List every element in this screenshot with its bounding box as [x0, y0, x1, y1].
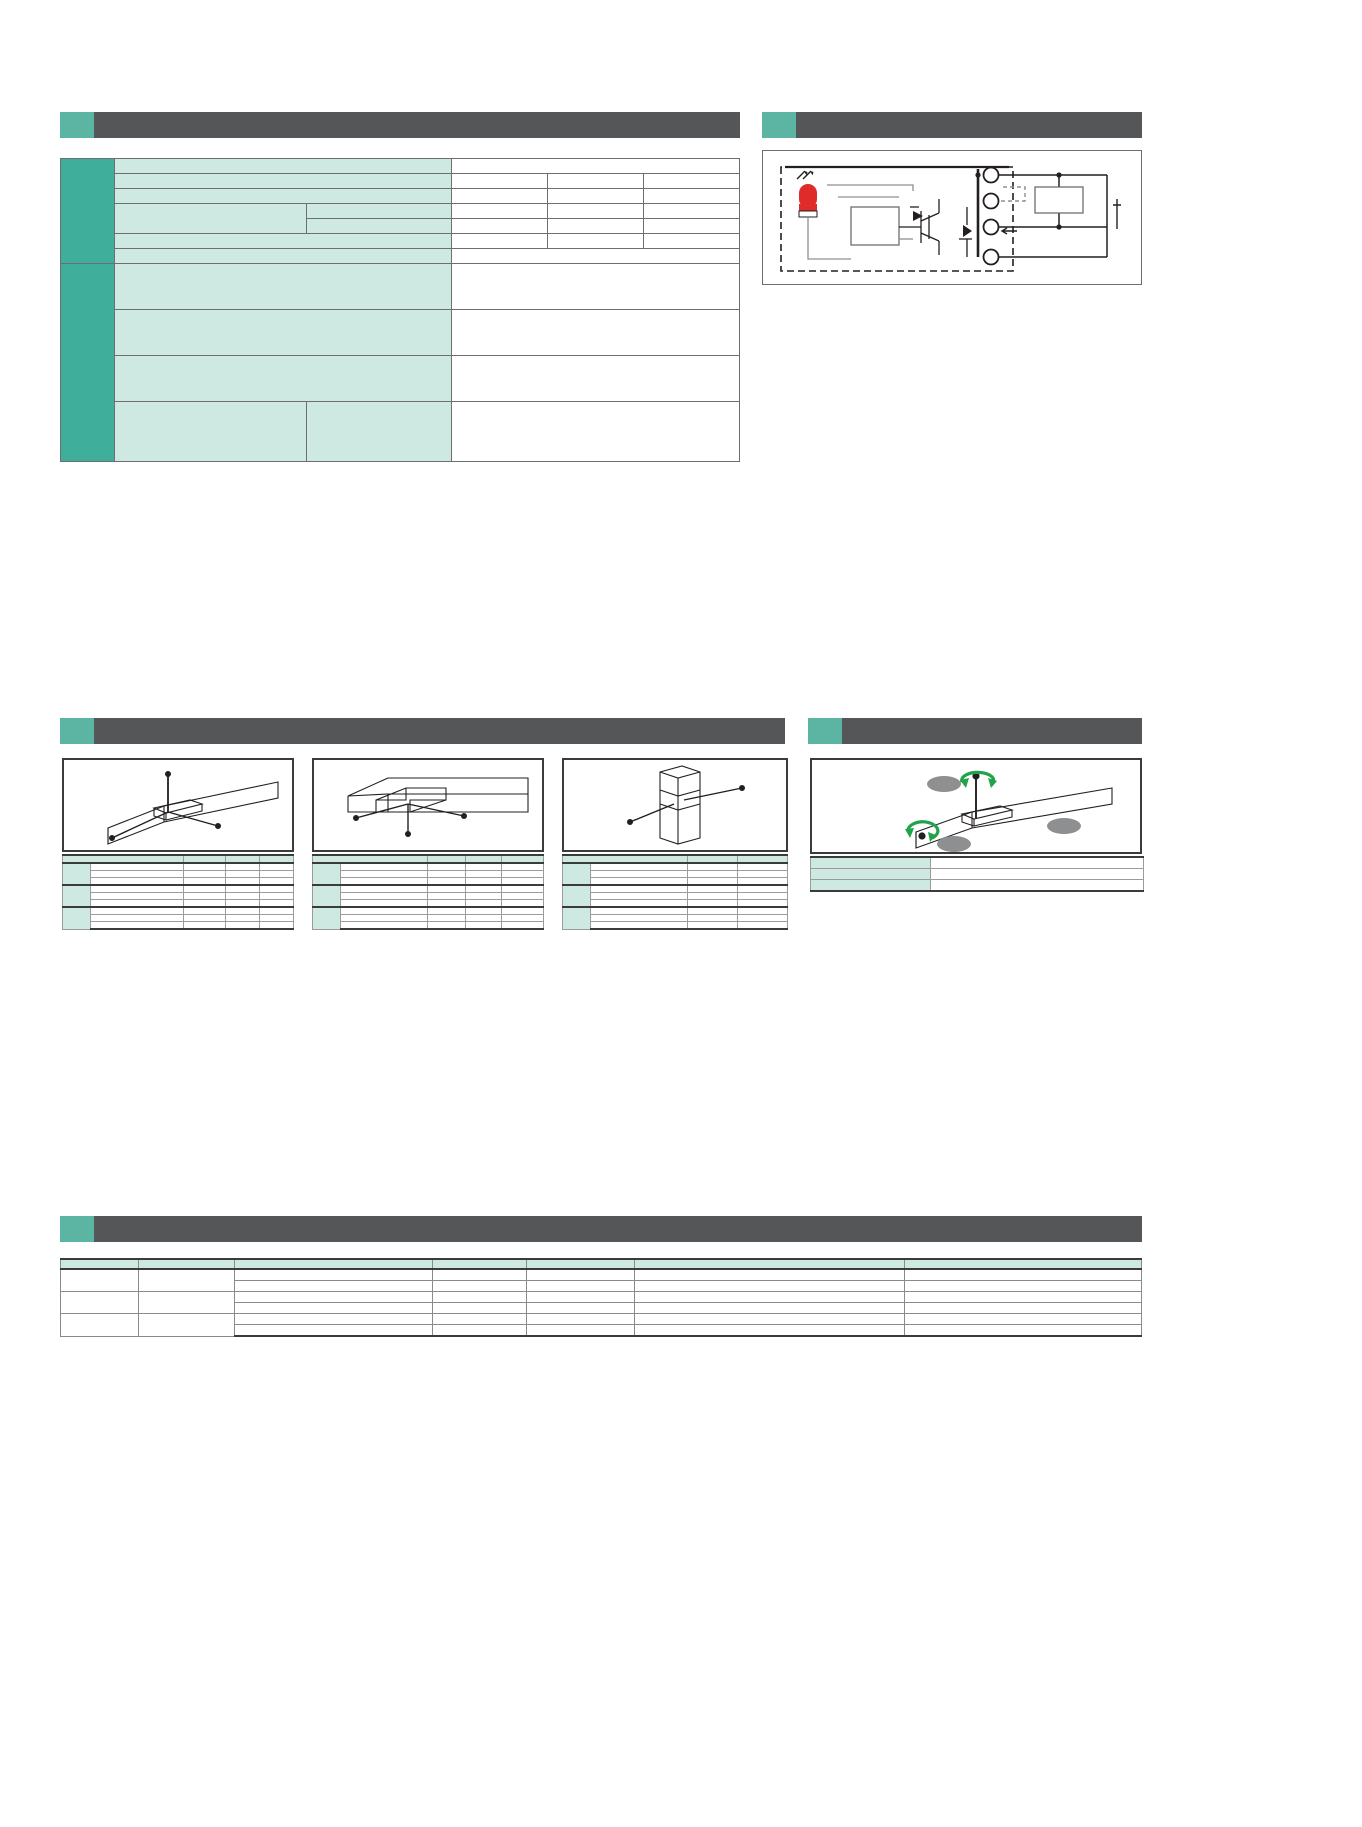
value-coupling	[451, 356, 739, 402]
table-header-row	[563, 855, 788, 863]
value-c	[502, 907, 544, 915]
table-row	[811, 857, 1144, 869]
value-b	[226, 915, 260, 922]
section-banner-motor-options	[60, 1216, 1142, 1242]
driver-model	[905, 1325, 1142, 1337]
sensor-diagram-svg	[763, 151, 1141, 284]
value-vertical-3	[643, 219, 739, 234]
static-moment-block	[810, 758, 1142, 899]
table-row	[563, 907, 788, 915]
weight	[91, 878, 184, 886]
overhang-diagram-wall	[312, 758, 544, 852]
value-c	[738, 878, 788, 886]
value-a	[428, 922, 466, 930]
driver-model	[905, 1281, 1142, 1292]
value-speed-3	[643, 189, 739, 204]
header-col-a	[688, 855, 738, 863]
value-lead-1	[451, 174, 547, 189]
value-b	[466, 871, 502, 878]
value-b	[466, 878, 502, 886]
header-brake	[235, 1259, 433, 1269]
section-banner-static-loading-moment	[808, 718, 1142, 744]
weight	[341, 893, 428, 900]
banner-accent-tab	[60, 718, 94, 744]
value-a	[184, 863, 226, 871]
motor-options-table	[60, 1258, 1142, 1337]
table-row	[563, 871, 788, 878]
weight	[91, 922, 184, 930]
weight	[591, 900, 688, 908]
value-c	[738, 885, 788, 893]
table-row	[63, 863, 294, 871]
value-c	[502, 922, 544, 930]
watt	[433, 1303, 527, 1314]
value-b	[466, 893, 502, 900]
row-label-coupling	[115, 356, 451, 402]
value-repeatability	[451, 159, 739, 174]
value-a	[688, 907, 738, 915]
table-row	[313, 871, 544, 878]
value-a	[184, 922, 226, 930]
value-a	[428, 878, 466, 886]
mark-mitsubishi	[139, 1269, 235, 1292]
value-a	[428, 900, 466, 908]
table-row	[63, 893, 294, 900]
value-thrust-2	[547, 234, 643, 249]
driver-model	[905, 1269, 1142, 1281]
value-b	[226, 907, 260, 915]
row-label-vertical	[307, 219, 451, 234]
value-a	[688, 915, 738, 922]
value-vertical-1	[451, 219, 547, 234]
value-b	[466, 907, 502, 915]
lead-group-2	[63, 863, 91, 885]
value-a	[184, 893, 226, 900]
table-row	[63, 907, 294, 915]
driver-model	[905, 1314, 1142, 1325]
value-a	[428, 915, 466, 922]
value-a	[184, 915, 226, 922]
row-label-thrust	[115, 234, 451, 249]
table-row	[313, 915, 544, 922]
banner-accent-tab	[762, 112, 796, 138]
weight	[91, 915, 184, 922]
value-a	[688, 885, 738, 893]
weight	[591, 907, 688, 915]
watt	[433, 1314, 527, 1325]
lead-group-10	[63, 907, 91, 929]
table-row	[563, 915, 788, 922]
table-row	[63, 885, 294, 893]
overhang-table-wall	[312, 854, 544, 930]
table-row	[313, 900, 544, 908]
moment-value-my	[931, 857, 1144, 869]
row-label-horizontal	[307, 204, 451, 219]
value-c	[738, 907, 788, 915]
lead-group-2	[563, 863, 591, 885]
overhang-block-vertical	[562, 758, 788, 930]
value-a	[184, 878, 226, 886]
motor-model	[635, 1325, 905, 1337]
value-ball-screw	[451, 310, 739, 356]
value-c	[260, 893, 294, 900]
value-c	[260, 907, 294, 915]
overhang-diagram-svg	[64, 760, 292, 850]
moment-key-mp	[811, 869, 931, 880]
banner-accent-tab	[60, 1216, 94, 1242]
table-row	[61, 402, 740, 462]
value-c	[738, 922, 788, 930]
weight	[91, 871, 184, 878]
header-col-a	[184, 855, 226, 863]
table-row	[61, 356, 740, 402]
value-vertical-2	[547, 219, 643, 234]
value-b	[226, 871, 260, 878]
value-b	[226, 893, 260, 900]
overhang-diagram-svg	[564, 760, 786, 850]
weight	[591, 863, 688, 871]
voltage	[527, 1314, 635, 1325]
motor-model	[635, 1303, 905, 1314]
value-a	[428, 893, 466, 900]
led-indicator-icon	[797, 171, 817, 217]
mark-delta	[139, 1314, 235, 1337]
specification-table	[60, 158, 740, 462]
table-row	[61, 1314, 1142, 1325]
value-c	[738, 871, 788, 878]
table-row	[63, 900, 294, 908]
row-label-motor-output	[115, 264, 451, 310]
banner-accent-tab	[808, 718, 842, 744]
value-b	[226, 900, 260, 908]
voltage	[527, 1269, 635, 1281]
weight	[341, 878, 428, 886]
value-b	[466, 915, 502, 922]
value-c	[738, 915, 788, 922]
table-row	[61, 1269, 1142, 1281]
header-col-c	[260, 855, 294, 863]
table-header-row	[61, 1259, 1142, 1269]
row-label-stroke	[115, 249, 451, 264]
table-row	[563, 922, 788, 930]
table-row	[313, 863, 544, 871]
section-banner-sensor-layout	[762, 112, 1142, 138]
value-thrust-1	[451, 234, 547, 249]
value-lead-3	[643, 174, 739, 189]
value-c	[260, 871, 294, 878]
value-c	[502, 878, 544, 886]
voltage	[527, 1325, 635, 1337]
value-a	[428, 907, 466, 915]
overhang-table-vertical	[562, 854, 788, 930]
overhang-diagram-horizontal	[62, 758, 294, 852]
weight	[91, 893, 184, 900]
spec-group-label	[61, 159, 115, 264]
brake-type	[235, 1269, 433, 1281]
banner-accent-tab	[60, 112, 94, 138]
value-c	[260, 922, 294, 930]
header-driver-model	[905, 1259, 1142, 1269]
value-c	[260, 915, 294, 922]
row-label-outside	[307, 402, 451, 462]
table-row	[563, 863, 788, 871]
lead-group-5	[563, 885, 591, 907]
table-row	[61, 189, 740, 204]
value-speed-2	[547, 189, 643, 204]
weight	[591, 893, 688, 900]
overhang-diagram-vertical	[562, 758, 788, 852]
brake-type	[235, 1281, 433, 1292]
value-c	[260, 885, 294, 893]
table-row	[61, 159, 740, 174]
banner-bar	[94, 112, 740, 138]
table-row	[563, 885, 788, 893]
lead-group-2	[313, 863, 341, 885]
table-row	[63, 915, 294, 922]
value-c	[502, 893, 544, 900]
header-col-a	[428, 855, 466, 863]
table-header-row	[63, 855, 294, 863]
value-c	[502, 900, 544, 908]
weight	[341, 863, 428, 871]
voltage	[527, 1281, 635, 1292]
value-speed-1	[451, 189, 547, 204]
value-b	[466, 863, 502, 871]
value-b	[226, 922, 260, 930]
lead-group-10	[313, 907, 341, 929]
table-row	[563, 900, 788, 908]
value-b	[466, 922, 502, 930]
value-horizontal-1	[451, 204, 547, 219]
banner-bar	[796, 112, 1142, 138]
table-row	[61, 1292, 1142, 1303]
watt	[433, 1269, 527, 1281]
table-row	[811, 880, 1144, 892]
table-row	[61, 234, 740, 249]
parts-group-label	[61, 264, 115, 462]
value-b	[466, 885, 502, 893]
voltage	[527, 1303, 635, 1314]
table-row	[61, 174, 740, 189]
table-row	[563, 893, 788, 900]
watt	[433, 1325, 527, 1337]
value-b	[226, 885, 260, 893]
weight	[591, 922, 688, 930]
row-label-home-sensor	[115, 402, 307, 462]
value-a	[688, 863, 738, 871]
value-stroke	[451, 249, 739, 264]
table-row	[63, 871, 294, 878]
header-mark	[139, 1259, 235, 1269]
header-col-c	[502, 855, 544, 863]
weight	[341, 915, 428, 922]
header-motor-model	[635, 1259, 905, 1269]
brake-type	[235, 1303, 433, 1314]
table-row	[811, 869, 1144, 880]
brake-type	[235, 1292, 433, 1303]
row-label-payload	[115, 204, 307, 234]
brand-panasonic	[61, 1292, 139, 1314]
value-c	[502, 885, 544, 893]
value-a	[688, 922, 738, 930]
table-row	[313, 878, 544, 886]
value-c	[502, 915, 544, 922]
specification-table-wrap	[60, 158, 740, 462]
motor-model	[635, 1269, 905, 1281]
weight	[591, 885, 688, 893]
lead-group-5	[63, 885, 91, 907]
brand-mitsubishi	[61, 1269, 139, 1292]
motor-model	[635, 1281, 905, 1292]
value-c	[260, 863, 294, 871]
banner-bar	[842, 718, 1142, 744]
watt	[433, 1281, 527, 1292]
value-b	[226, 863, 260, 871]
weight	[341, 907, 428, 915]
weight	[341, 871, 428, 878]
table-row	[63, 922, 294, 930]
value-horizontal-3	[643, 204, 739, 219]
table-row	[313, 907, 544, 915]
table-row	[313, 893, 544, 900]
brake-type	[235, 1314, 433, 1325]
static-moment-table	[810, 856, 1144, 892]
static-moment-diagram-svg	[812, 760, 1140, 852]
moment-key-mr	[811, 880, 931, 892]
value-b	[466, 900, 502, 908]
table-row	[313, 885, 544, 893]
voltage	[527, 1292, 635, 1303]
weight	[341, 900, 428, 908]
table-header-row	[313, 855, 544, 863]
value-a	[428, 885, 466, 893]
weight	[91, 900, 184, 908]
header-brand	[61, 1259, 139, 1269]
header-col-b	[466, 855, 502, 863]
weight	[91, 885, 184, 893]
motor-model	[635, 1292, 905, 1303]
value-c	[738, 893, 788, 900]
value-c	[260, 878, 294, 886]
value-a	[688, 900, 738, 908]
weight	[91, 863, 184, 871]
row-label-lead	[115, 174, 451, 189]
value-a	[688, 871, 738, 878]
weight	[591, 915, 688, 922]
banner-bar	[94, 718, 785, 744]
row-label-ball-screw	[115, 310, 451, 356]
weight	[591, 871, 688, 878]
value-a	[184, 907, 226, 915]
banner-bar	[94, 1216, 1142, 1242]
header-col-c	[738, 855, 788, 863]
value-c	[260, 900, 294, 908]
table-row	[563, 878, 788, 886]
header-install-type	[313, 855, 428, 863]
lead-group-5	[313, 885, 341, 907]
weight	[91, 907, 184, 915]
section-banner-specification	[60, 112, 740, 138]
value-c	[738, 863, 788, 871]
value-a	[688, 878, 738, 886]
mark-panasonic	[139, 1292, 235, 1314]
value-home-sensor	[451, 402, 739, 462]
table-row	[61, 310, 740, 356]
watt	[433, 1292, 527, 1303]
table-row	[63, 878, 294, 886]
sensor-wiring-diagram	[762, 150, 1142, 285]
specification-notes	[58, 628, 658, 635]
brand-delta	[61, 1314, 139, 1337]
value-a	[428, 863, 466, 871]
overhang-diagram-svg	[314, 760, 542, 850]
overhang-table-horizontal	[62, 854, 294, 930]
driver-model	[905, 1292, 1142, 1303]
moment-value-mp	[931, 869, 1144, 880]
section-banner-allowable-overhang	[60, 718, 785, 744]
header-install-type	[563, 855, 688, 863]
table-row	[61, 204, 740, 219]
overhang-block-horizontal	[62, 758, 294, 930]
motor-model	[635, 1314, 905, 1325]
moment-key-my	[811, 857, 931, 869]
brake-type	[235, 1325, 433, 1337]
driver-model	[905, 1303, 1142, 1314]
table-row	[61, 249, 740, 264]
weight	[341, 922, 428, 930]
value-c	[502, 871, 544, 878]
overhang-block-wall	[312, 758, 544, 930]
table-row	[313, 922, 544, 930]
value-horizontal-2	[547, 204, 643, 219]
header-voltage	[527, 1259, 635, 1269]
row-label-max-speed	[115, 189, 451, 204]
value-a	[184, 871, 226, 878]
weight	[591, 878, 688, 886]
header-watt	[433, 1259, 527, 1269]
static-moment-diagram	[810, 758, 1142, 854]
value-c	[738, 900, 788, 908]
table-row	[61, 264, 740, 310]
value-lead-2	[547, 174, 643, 189]
header-col-b	[226, 855, 260, 863]
value-motor-output	[451, 264, 739, 310]
value-b	[226, 878, 260, 886]
header-install-type	[63, 855, 184, 863]
value-a	[688, 893, 738, 900]
value-thrust-3	[643, 234, 739, 249]
weight	[341, 885, 428, 893]
value-a	[428, 871, 466, 878]
moment-value-mr	[931, 880, 1144, 892]
value-a	[184, 900, 226, 908]
row-label-repeatability	[115, 159, 451, 174]
value-c	[502, 863, 544, 871]
value-a	[184, 885, 226, 893]
lead-group-10	[563, 907, 591, 929]
